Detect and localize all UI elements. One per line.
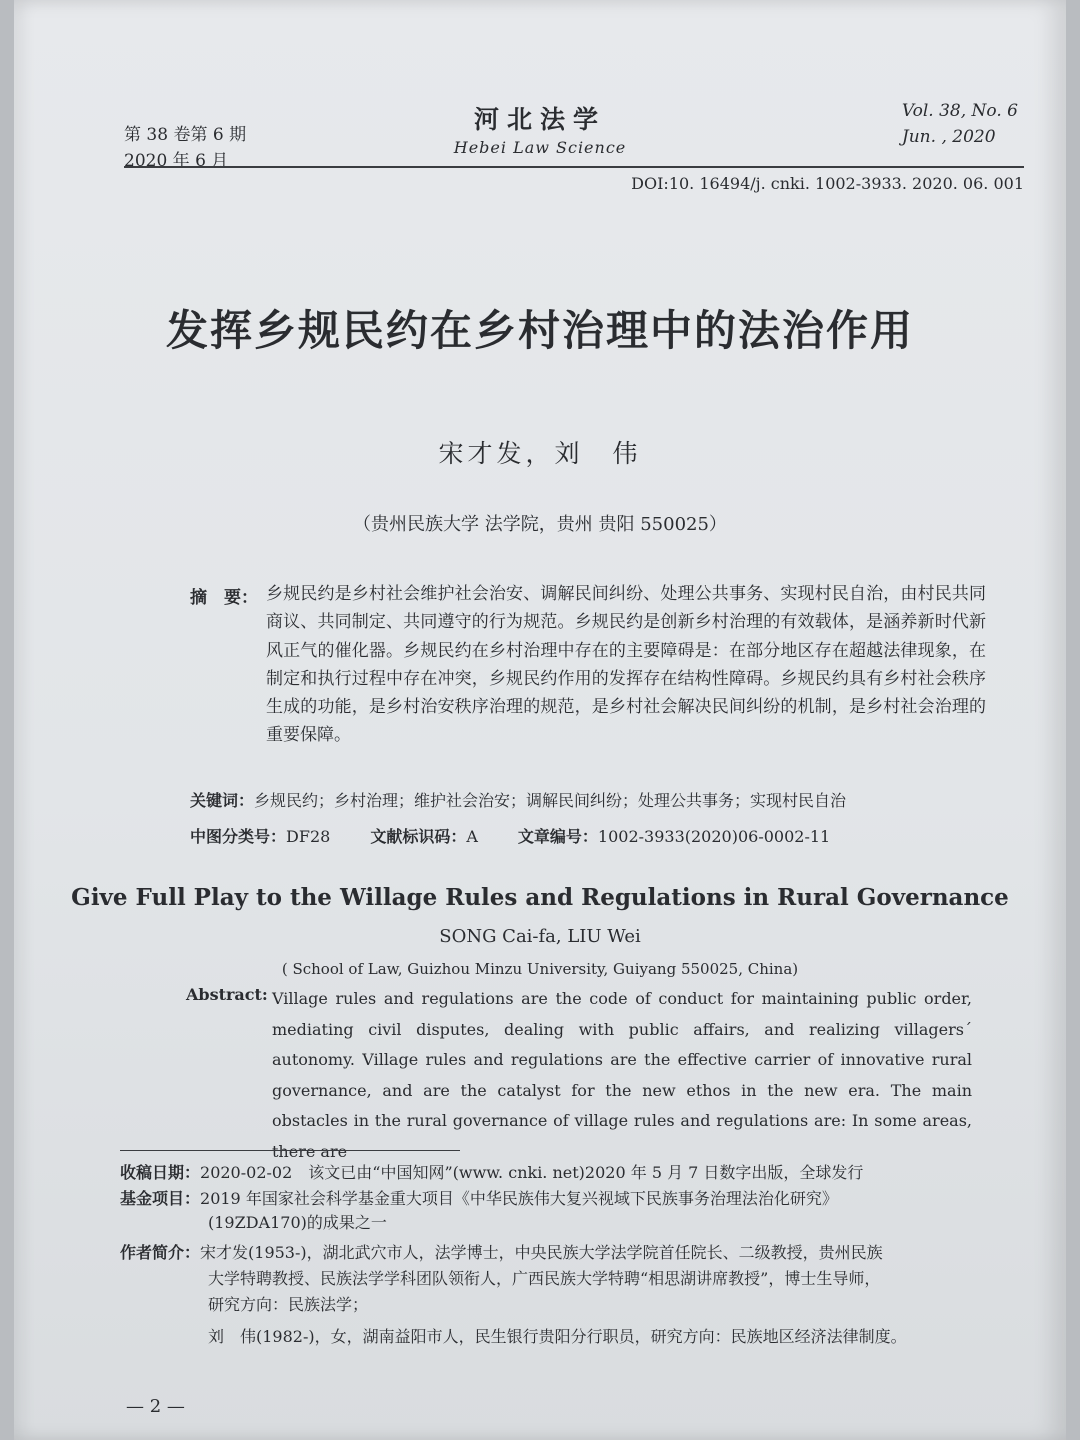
- bio-text-3: 研究方向：民族法学；: [208, 1295, 369, 1314]
- article-number-value: 1002-3933(2020)06-0002-11: [597, 827, 831, 846]
- footnote-fund: [120, 1188, 1050, 1209]
- page-number: — 2 —: [126, 1396, 185, 1417]
- received-text: 2020-02-02 该文已由“中国知网”(www. cnki. net)2020 年 5 月 7 日数字出版，全球发行: [200, 1163, 864, 1182]
- clc-label: 中图分类号：: [190, 827, 287, 846]
- abstract-text-cn: 乡规民约是乡村社会维护社会治安、调解民间纠纷、处理公共事务、实现村民自治，由村民共同商议、共同制定、共同遵守的行为规范。乡规民约是创新乡村治理的有效载体，是涵养新时代新风正气的催化器。乡规民约在乡村治理中存在的主要障碍是：在部分地区存在超越法律现象，在制定和执行过程中存在冲突，乡规民约作用的发挥存在结构性障碍。乡规民约具有乡村社会秩序生成的功能，是乡村治安秩序治理的规范，是乡村社会解决民间纠纷的机制，是乡村社会治理的重要保障。: [266, 584, 986, 746]
- article-title-en: Give Full Play to the Willage Rules and Regulations in Rural Governance: [71, 884, 1009, 911]
- fund-label: 基金项目：: [120, 1189, 201, 1208]
- volume-cn: 第 38 卷第 6 期: [124, 125, 247, 145]
- keywords-label: 关键词：: [190, 791, 255, 810]
- bio-label: 作者简介：: [120, 1243, 201, 1262]
- article-title-cn: 发挥乡规民约在乡村治理中的法治作用: [165, 306, 914, 355]
- issue-info-en: [902, 98, 1018, 150]
- header-rule: [124, 166, 1024, 168]
- volume-en: Vol. 38, No. 6: [901, 101, 1018, 121]
- bio-text-1: 宋才发(1953-)，湖北武穴市人，法学博士，中央民族大学法学院首任院长、二级教授，贵州民族: [200, 1243, 883, 1262]
- affiliation-cn: （贵州民族大学 法学院，贵州 贵阳 550025）: [353, 514, 727, 535]
- footnote-fund-cont: (19ZDA170)的成果之一: [208, 1213, 387, 1232]
- footnote-rule: [120, 1150, 460, 1151]
- footnote-received: [120, 1162, 1050, 1183]
- bio-text-2: 大学特聘教授、民族法学学科团队领衔人，广西民族大学特聘“相思湖讲席教授”，博士生导师，: [208, 1269, 881, 1288]
- received-label: 收稿日期：: [120, 1163, 201, 1182]
- date-cn: 2020 年 6 月: [124, 151, 229, 171]
- authors-cn: 宋才发，刘 伟: [438, 439, 642, 468]
- abstract-label-en: Abstract:: [186, 985, 268, 1004]
- date-en: Jun. , 2020: [901, 127, 996, 147]
- authors-en: SONG Cai-fa, LIU Wei: [439, 926, 641, 947]
- doc-code-value: A: [466, 827, 478, 846]
- keywords: [190, 788, 846, 811]
- keywords-text: 乡规民约；乡村治理；维护社会治安；调解民间纠纷；处理公共事务；实现村民自治: [254, 791, 847, 810]
- abstract-text-en: Village rules and regulations are the code of conduct for maintaining public order, mediating civil disputes, dealing with public affairs, and realizing villagers´ autonomy. Village rules and regulations are the effective carrier of innovative rural governance, and are the catalyst for the new ethos in the new era. The main obstacles in the rural governance of village rules and regulations are: In some areas, there are: [272, 989, 972, 1161]
- classification-line: [190, 824, 1050, 847]
- footnote-bio: [120, 1242, 1050, 1263]
- doc-code-label: 文献标识码：: [370, 827, 467, 846]
- abstract-label-cn: 摘 要：: [190, 588, 258, 608]
- article-number-label: 文章编号：: [517, 827, 598, 846]
- bio-text-4: 刘 伟(1982-)，女，湖南益阳市人，民生银行贵阳分行职员，研究方向：民族地区经济法律制度。: [208, 1327, 907, 1346]
- journal-name-cn: 河北法学: [473, 105, 606, 134]
- affiliation-en: ( School of Law, Guizhou Minzu University, Guiyang 550025, China): [281, 960, 799, 978]
- doi: DOI:10. 16494/j. cnki. 1002-3933. 2020. 06. 001: [631, 174, 1024, 193]
- journal-page: [14, 0, 1066, 1440]
- fund-text: 2019 年国家社会科学基金重大项目《中华民族伟大复兴视域下民族事务治理法治化研究》: [200, 1189, 838, 1208]
- clc-value: DF28: [286, 827, 331, 846]
- journal-name-en: Hebei Law Science: [453, 138, 627, 157]
